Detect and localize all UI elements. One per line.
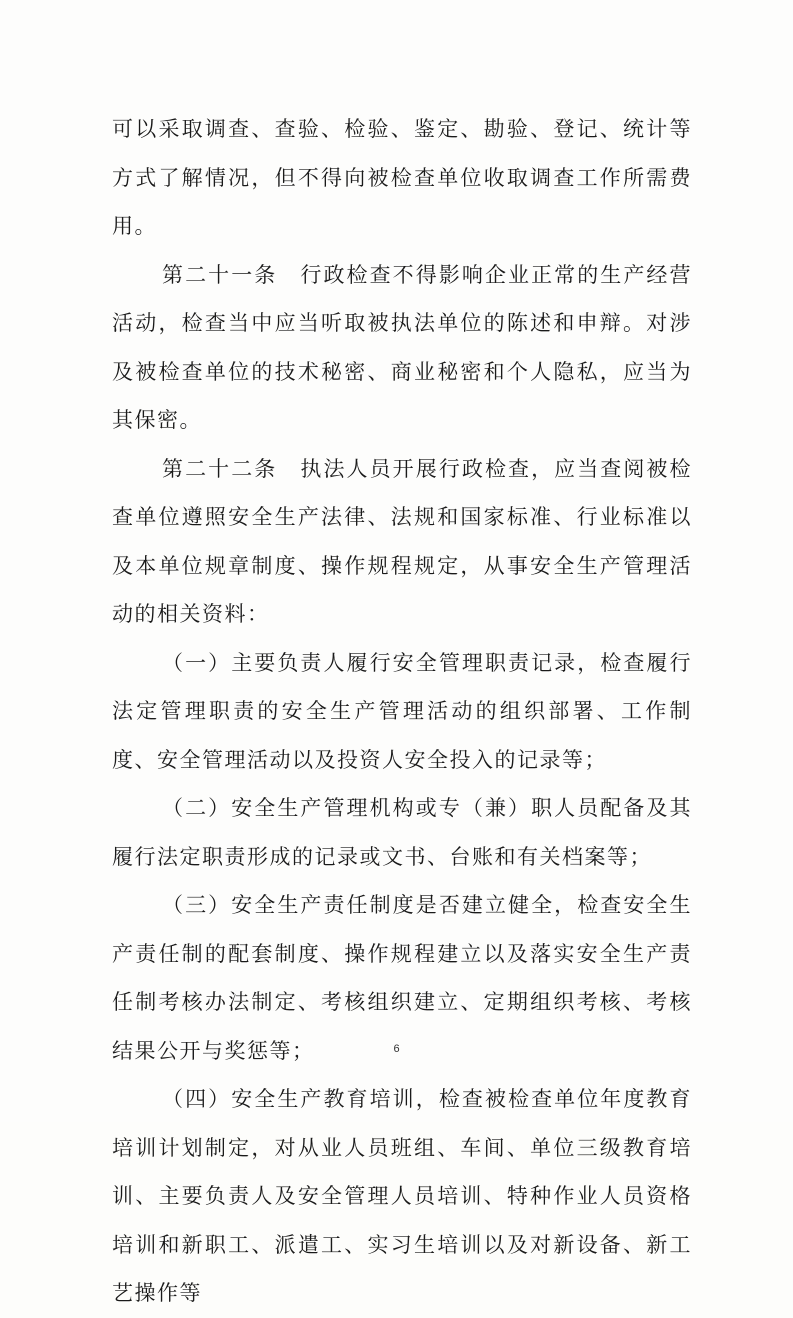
paragraph-item-2: （二）安全生产管理机构或专（兼）职人员配备及其履行法定职责形成的记录或文书、台账和有关档案等；: [112, 796, 692, 869]
paragraph-article-22: 第二十二条 执法人员开展行政检查，应当查阅被检查单位遵照安全生产法律、法规和国家标准、行业标准以及本单位规章制度、操作规程规定，从事安全生产管理活动的相关资料：: [112, 456, 692, 626]
paragraph-item-1: （一）主要负责人履行安全管理职责记录，检查履行法定管理职责的安全生产管理活动的组织部署、工作制度、安全管理活动以及投资人安全投入的记录等；: [112, 650, 692, 772]
paragraph-continuation: 可以采取调查、查验、检验、鉴定、勘验、登记、统计等方式了解情况，但不得向被检查单位收取调查工作所需费用。: [112, 117, 692, 238]
paragraph-item-3: （三）安全生产责任制度是否建立健全，检查安全生产责任制的配套制度、操作规程建立以及落实安全生产责任制考核办法制定、考核组织建立、定期组织考核、考核结果公开与奖惩等；: [112, 893, 692, 1063]
paragraph-item-4: （四）安全生产教育培训，检查被检查单位年度教育培训计划制定，对从业人员班组、车间、单位三级教育培训、主要负责人及安全管理人员培训、特种作业人员资格培训和新职工、派遣工、实习生培训以及对新设备、新工艺操作等: [112, 1087, 692, 1305]
paragraph-article-21: 第二十一条 行政检查不得影响企业正常的生产经营活动，检查当中应当听取被执法单位的陈述和申辩。对涉及被检查单位的技术秘密、商业秘密和个人隐私，应当为其保密。: [112, 262, 692, 432]
page-number: 6: [393, 1043, 400, 1055]
document-body: [112, 105, 692, 1318]
